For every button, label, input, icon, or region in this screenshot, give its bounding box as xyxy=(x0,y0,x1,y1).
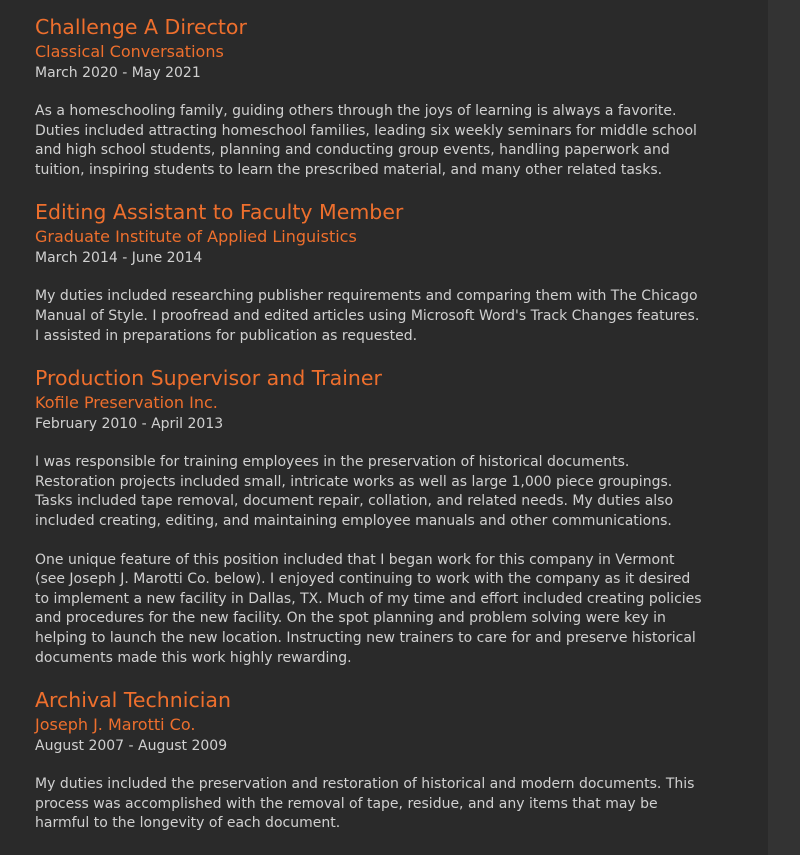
job-title: Editing Assistant to Faculty Member xyxy=(35,200,404,225)
company-name: Kofile Preservation Inc. xyxy=(35,393,218,413)
job-dates: March 2020 - May 2021 xyxy=(35,65,201,81)
job-description: My duties included researching publisher requirements and comparing them with The Chicago Manual of Style. I proofread and edited articles using Microsoft Word's Track Changes features. I assisted in preparations for publication as requested. xyxy=(35,288,700,344)
experience-list xyxy=(35,14,705,853)
job-entry-archival-technician xyxy=(35,687,705,834)
job-description: My duties included the preservation and restoration of historical and modern documents. This process was accomplished with the removal of tape, residue, and any items that may be harmful to the longevity of each document. xyxy=(35,776,695,832)
job-title: Challenge A Director xyxy=(35,15,247,39)
scrollbar-gutter[interactable] xyxy=(768,0,800,855)
job-description: I was responsible for training employees in the preservation of historical documents. Restoration projects included small, intricate works as well as large 1,000 piece groupings. Tasks included tape removal, document repair, collation, and related needs. My duties also included creating, editing, and maintaining employee manuals and other communications. xyxy=(35,454,674,529)
job-entry-production-supervisor xyxy=(35,365,705,668)
job-dates: August 2007 - August 2009 xyxy=(35,738,228,755)
job-dates: March 2014 - June 2014 xyxy=(35,250,203,267)
company-name: Graduate Institute of Applied Linguistics xyxy=(35,227,357,247)
job-dates: February 2010 - April 2013 xyxy=(35,416,224,433)
job-description: As a homeschooling family, guiding others through the joys of learning is always a favorite. Duties included attracting homeschool families, leading six weekly seminars for middle school and high school students, planning and conducting group events, handling paperwork and tuition, inspiring students to learn the prescribed material, and many other related tasks. xyxy=(35,103,697,178)
company-name: Classical Conversations xyxy=(35,42,224,61)
job-entry-editing-assistant xyxy=(35,199,705,346)
job-title: Production Supervisor and Trainer xyxy=(35,366,382,391)
job-description: One unique feature of this position included that I began work for this company in Vermont (see Joseph J. Marotti Co. below). I enjoyed continuing to work with the company as it desired to implement a new facility in Dallas, TX. Much of my time and effort included creating policies and procedures for the new facility. On the spot planning and problem solving were key in helping to launch the new location. Instructing new trainers to care for and preserve historical documents made this work highly rewarding. xyxy=(35,551,702,666)
company-name: Joseph J. Marotti Co. xyxy=(35,715,196,735)
job-entry-challenge-a-director xyxy=(35,14,705,180)
job-title: Archival Technician xyxy=(35,688,231,713)
